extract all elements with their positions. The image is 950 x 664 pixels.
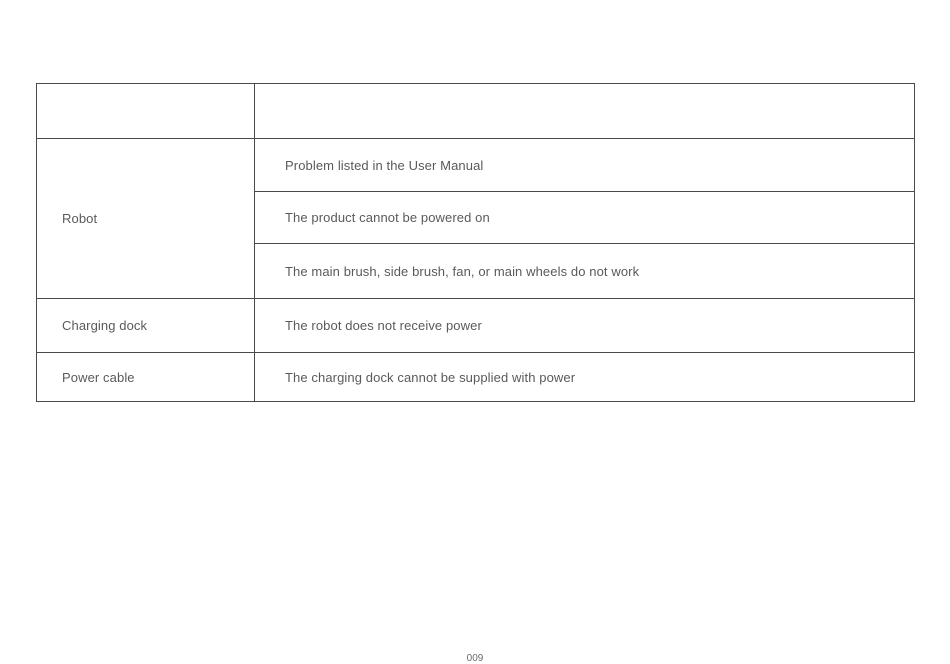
header-cell-problem xyxy=(255,84,915,139)
problem-cell: The main brush, side brush, fan, or main wheels do not work xyxy=(255,244,915,299)
problem-cell: The robot does not receive power xyxy=(255,299,915,353)
part-cell-charging-dock: Charging dock xyxy=(37,299,255,353)
page-number: 009 xyxy=(466,653,484,664)
problem-cell: The charging dock cannot be supplied with power xyxy=(255,353,915,402)
problem-cell: The product cannot be powered on xyxy=(255,192,915,244)
part-cell-robot: Robot xyxy=(37,139,255,299)
warranty-table xyxy=(36,83,915,402)
warranty-table-container xyxy=(36,83,914,402)
table-row xyxy=(37,299,915,353)
problem-cell: Problem listed in the User Manual xyxy=(255,139,915,192)
part-cell-power-cable: Power cable xyxy=(37,353,255,402)
header-cell-part xyxy=(37,84,255,139)
table-row xyxy=(37,353,915,402)
table-row xyxy=(37,139,915,192)
table-header-row xyxy=(37,84,915,139)
